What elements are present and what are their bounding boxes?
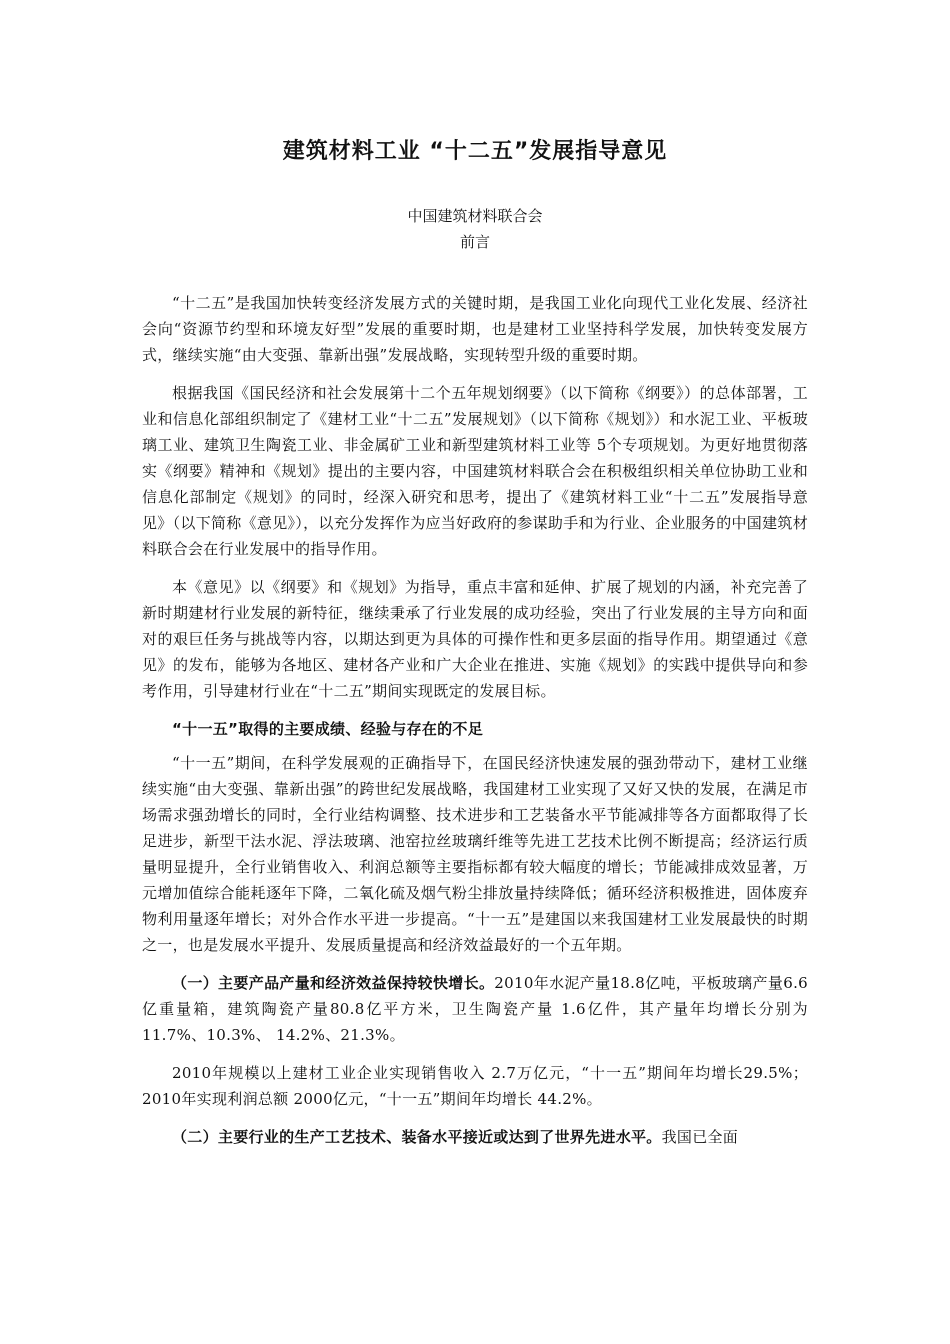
paragraph-lead: （二）主要行业的生产工艺技术、装备水平接近或达到了世界先进水平。: [172, 1128, 662, 1146]
organization-name: 中国建筑材料联合会: [407, 207, 543, 225]
paragraph-purpose: 本《意见》以《纲要》和《规划》为指导，重点丰富和延伸、扩展了规划的内涵，补充完善了新时期建材行业发展的新特征，继续秉承了行业发展的成功经验，突出了行业发展的主导方向和面对的艰巨任务与挑战等内容，以期达到更为具体的可操作性和更多层面的指导作用。期望通过《意见》的发布，能够为各地区、建材各产业和广大企业在推进、实施《规划》的实践中提供导向和参考作用，引导建材行业在“十二五”期间实现既定的发展目标。: [142, 578, 808, 700]
paragraph-text: 2010年水泥产量18.8亿吨，平板玻璃产量6.6亿重量箱，建筑陶瓷产量80.8亿平方米，卫生陶瓷产量 1.6亿件，其产量年均增长分别为 11.7%、10.3%、 14.2%、21.3%。: [142, 974, 808, 1044]
paragraph-achievements: “十一五”期间，在科学发展观的正确指导下，在国民经济快速发展的强劲带动下，建材工业继续实施“由大变强、靠新出强”的跨世纪发展战略，我国建材工业实现了又好又快的发展，在满足市场需求强劲增长的同时，全行业结构调整、技术进步和工艺装备水平节能减排等各方面都取得了长足进步，新型干法水泥、浮法玻璃、池窑拉丝玻璃纤维等先进工艺技术比例不断提高；经济运行质量明显提升，全行业销售收入、利润总额等主要指标都有较大幅度的增长；节能减排成效显著，万元增加值综合能耗逐年下降，二氧化硫及烟气粉尘排放量持续降低；循环经济积极推进，固体废弃物利用量逐年增长；对外合作水平进一步提高。“十一五”是建国以来我国建材工业发展最快的时期之一，也是发展水平提升、发展质量提高和经济效益最好的一个五年期。: [142, 754, 808, 954]
document-title: 建筑材料工业 “十二五”发展指导意见: [282, 139, 668, 164]
paragraph-technology: [142, 1124, 808, 1150]
paragraph-text: 我国已全面: [661, 1128, 739, 1146]
paragraph-intro: “十二五”是我国加快转变经济发展方式的关键时期，是我国工业化向现代工业化发展、经济社会向“资源节约型和环境友好型”发展的重要时期，也是建材工业坚持科学发展，加快转变发展方式，继续实施“由大变强、靠新出强”发展战略，实现转型升级的重要时期。: [142, 294, 808, 364]
foreword-label: 前言: [459, 233, 490, 251]
paragraph-background: 根据我国《国民经济和社会发展第十二个五年规划纲要》（以下简称《纲要》）的总体部署，工业和信息化部组织制定了《建材工业“十二五”发展规划》（以下简称《规划》）和水泥工业、平板玻璃工业、建筑卫生陶瓷工业、非金属矿工业和新型建筑材料工业等 5个专项规划。为更好地贯彻落实《纲要》精神和《规划》提出的主要内容，中国建筑材料联合会在积极组织相关单位协助工业和信息化部制定《规划》的同时，经深入研究和思考，提出了《建筑材料工业“十二五”发展指导意见》（以下简称《意见》），以充分发挥作为应当好政府的参谋助手和为行业、企业服务的中国建筑材料联合会在行业发展中的指导作用。: [142, 384, 809, 558]
paragraph-revenue: 2010年规模以上建材工业企业实现销售收入 2.7万亿元，“十一五”期间年均增长29.5%；2010年实现利润总额 2000亿元，“十一五”期间年均增长 44.2%。: [142, 1064, 808, 1108]
paragraph-output-growth: [142, 970, 808, 1048]
section-heading: “十一五”取得的主要成绩、经验与存在的不足: [172, 720, 484, 738]
document-body: [142, 290, 808, 1162]
paragraph-lead: （一）主要产品产量和经济效益保持较快增长。: [172, 974, 495, 992]
